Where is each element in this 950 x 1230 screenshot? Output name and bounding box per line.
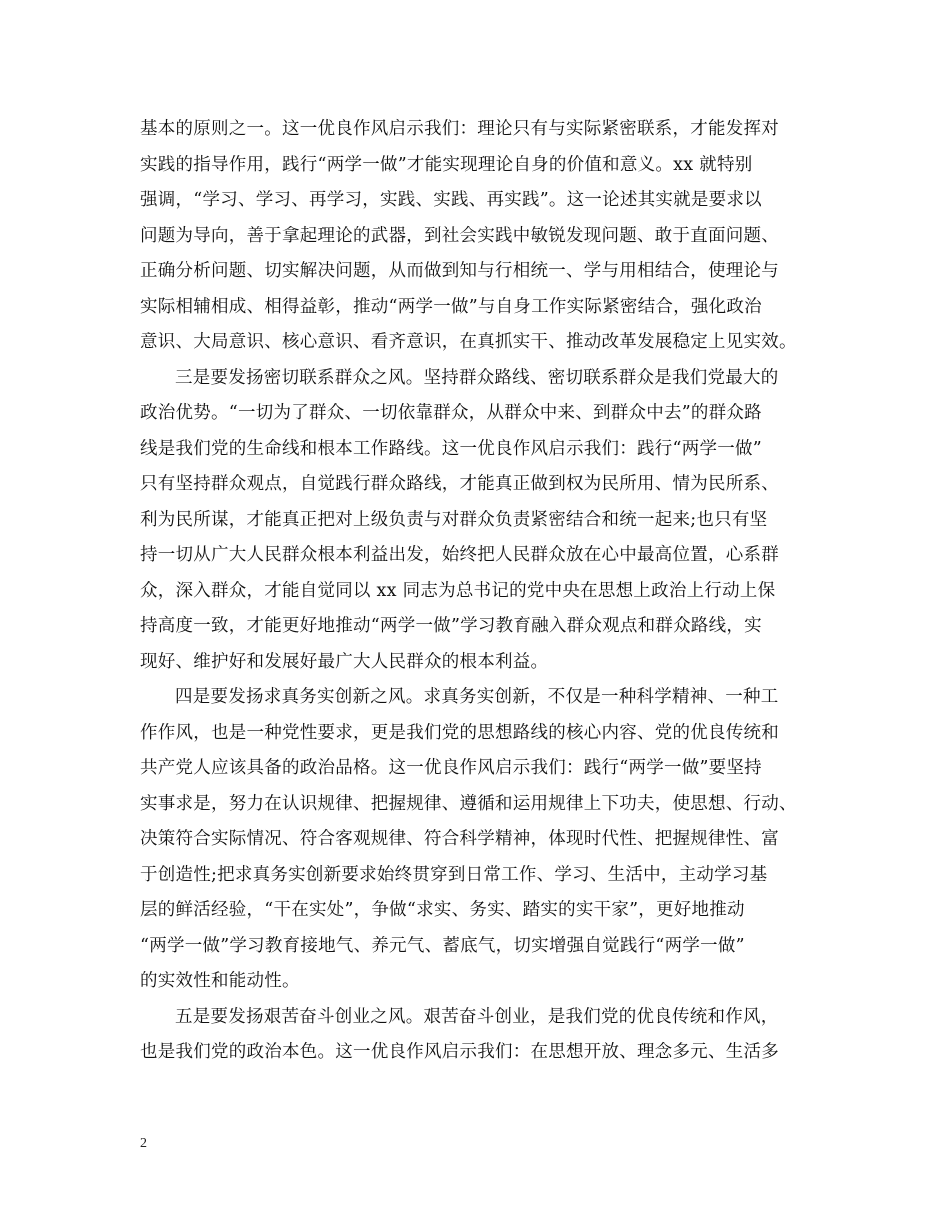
text-line: 实际相辅相成、相得益彰，推动“两学一做”与自身工作实际紧密结合，强化政治 [140,296,762,317]
text-line: 只有坚持群众观点，自觉践行群众路线，才能真正做到权为民所用、情为民所系、 [140,474,779,494]
text-line: 基本的原则之一。这一优良作风启示我们：理论只有与实际紧密联系，才能发挥对 [140,119,779,139]
text-line: 现好、维护好和发展好最广大人民群众的根本利益。 [140,651,549,672]
text-line: 持一切从广大人民群众根本利益出发，始终把人民群众放在心中最高位置，心系群 [140,545,779,565]
text-line: 于创造性;把求真务实创新要求始终贯穿到日常工作、学习、生活中，主动学习基 [140,864,768,885]
text-line: 众，深入群众，才能自觉同以 xx 同志为总书记的党中央在思想上政治上行动上保 [140,580,776,601]
text-line: 实事求是，努力在认识规律、把握规律、遵循和运用规律上下功夫，使思想、行动、 [140,793,797,814]
text-line: 作作风，也是一种党性要求，更是我们党的思想路线的核心内容、党的优良传统和 [140,722,779,743]
text-line: 的实效性和能动性。 [140,971,300,991]
text-line: 意识、大局意识、核心意识、看齐意识，在真抓实干、推动改革发展稳定上见实效。 [140,332,797,352]
text-line: 强调，“学习、学习、再学习，实践、实践、再实践”。这一论述其实就是要求以 [140,190,762,210]
text-line: “两学一做”学习教育接地气、养元气、蓄底气，切实增强自觉践行“两学一做” [140,935,745,956]
paragraph-start-line: 五是要发扬艰苦奋斗创业之风。艰苦奋斗创业，是我们党的优良传统和作风， [175,1006,779,1027]
text-line: 正确分析问题、切实解决问题，从而做到知与行相统一、学与用相结合，使理论与 [140,261,779,281]
text-line: 持高度一致，才能更好地推动“两学一做”学习教育融入群众观点和群众路线，实 [140,616,762,636]
text-line: 实践的指导作用，践行“两学一做”才能实现理论自身的价值和意义。xx 就特别 [140,154,753,175]
text-line: 层的鲜活经验，“干在实处”，争做“求实、务实、踏实的实干家”，更好地推动 [140,900,745,920]
text-line: 利为民所谋，才能真正把对上级负责与对群众负责紧密结合和统一起来;也只有坚 [140,509,768,530]
page-number: 2 [140,1136,147,1151]
body-text [140,112,830,1071]
text-line: 线是我们党的生命线和根本工作路线。这一优良作风启示我们：践行“两学一做” [140,438,762,459]
text-line: 问题为导向，善于拿起理论的武器，到社会实践中敏锐发现问题、敢于直面问题、 [140,225,779,246]
text-line: 也是我们党的政治本色。这一优良作风启示我们：在思想开放、理念多元、生活多 [140,1042,779,1062]
text-line: 决策符合实际情况、符合客观规律、符合科学精神，体现时代性、把握规律性、富 [140,829,779,849]
paragraph-start-line: 四是要发扬求真务实创新之风。求真务实创新，不仅是一种科学精神、一种工 [175,687,779,707]
text-line: 共产党人应该具备的政治品格。这一优良作风启示我们：践行“两学一做”要坚持 [140,758,762,778]
text-line: 政治优势。“一切为了群众、一切依靠群众，从群众中来、到群众中去”的群众路 [140,403,762,423]
paragraph-start-line: 三是要发扬密切联系群众之风。坚持群众路线、密切联系群众是我们党最大的 [175,367,779,388]
